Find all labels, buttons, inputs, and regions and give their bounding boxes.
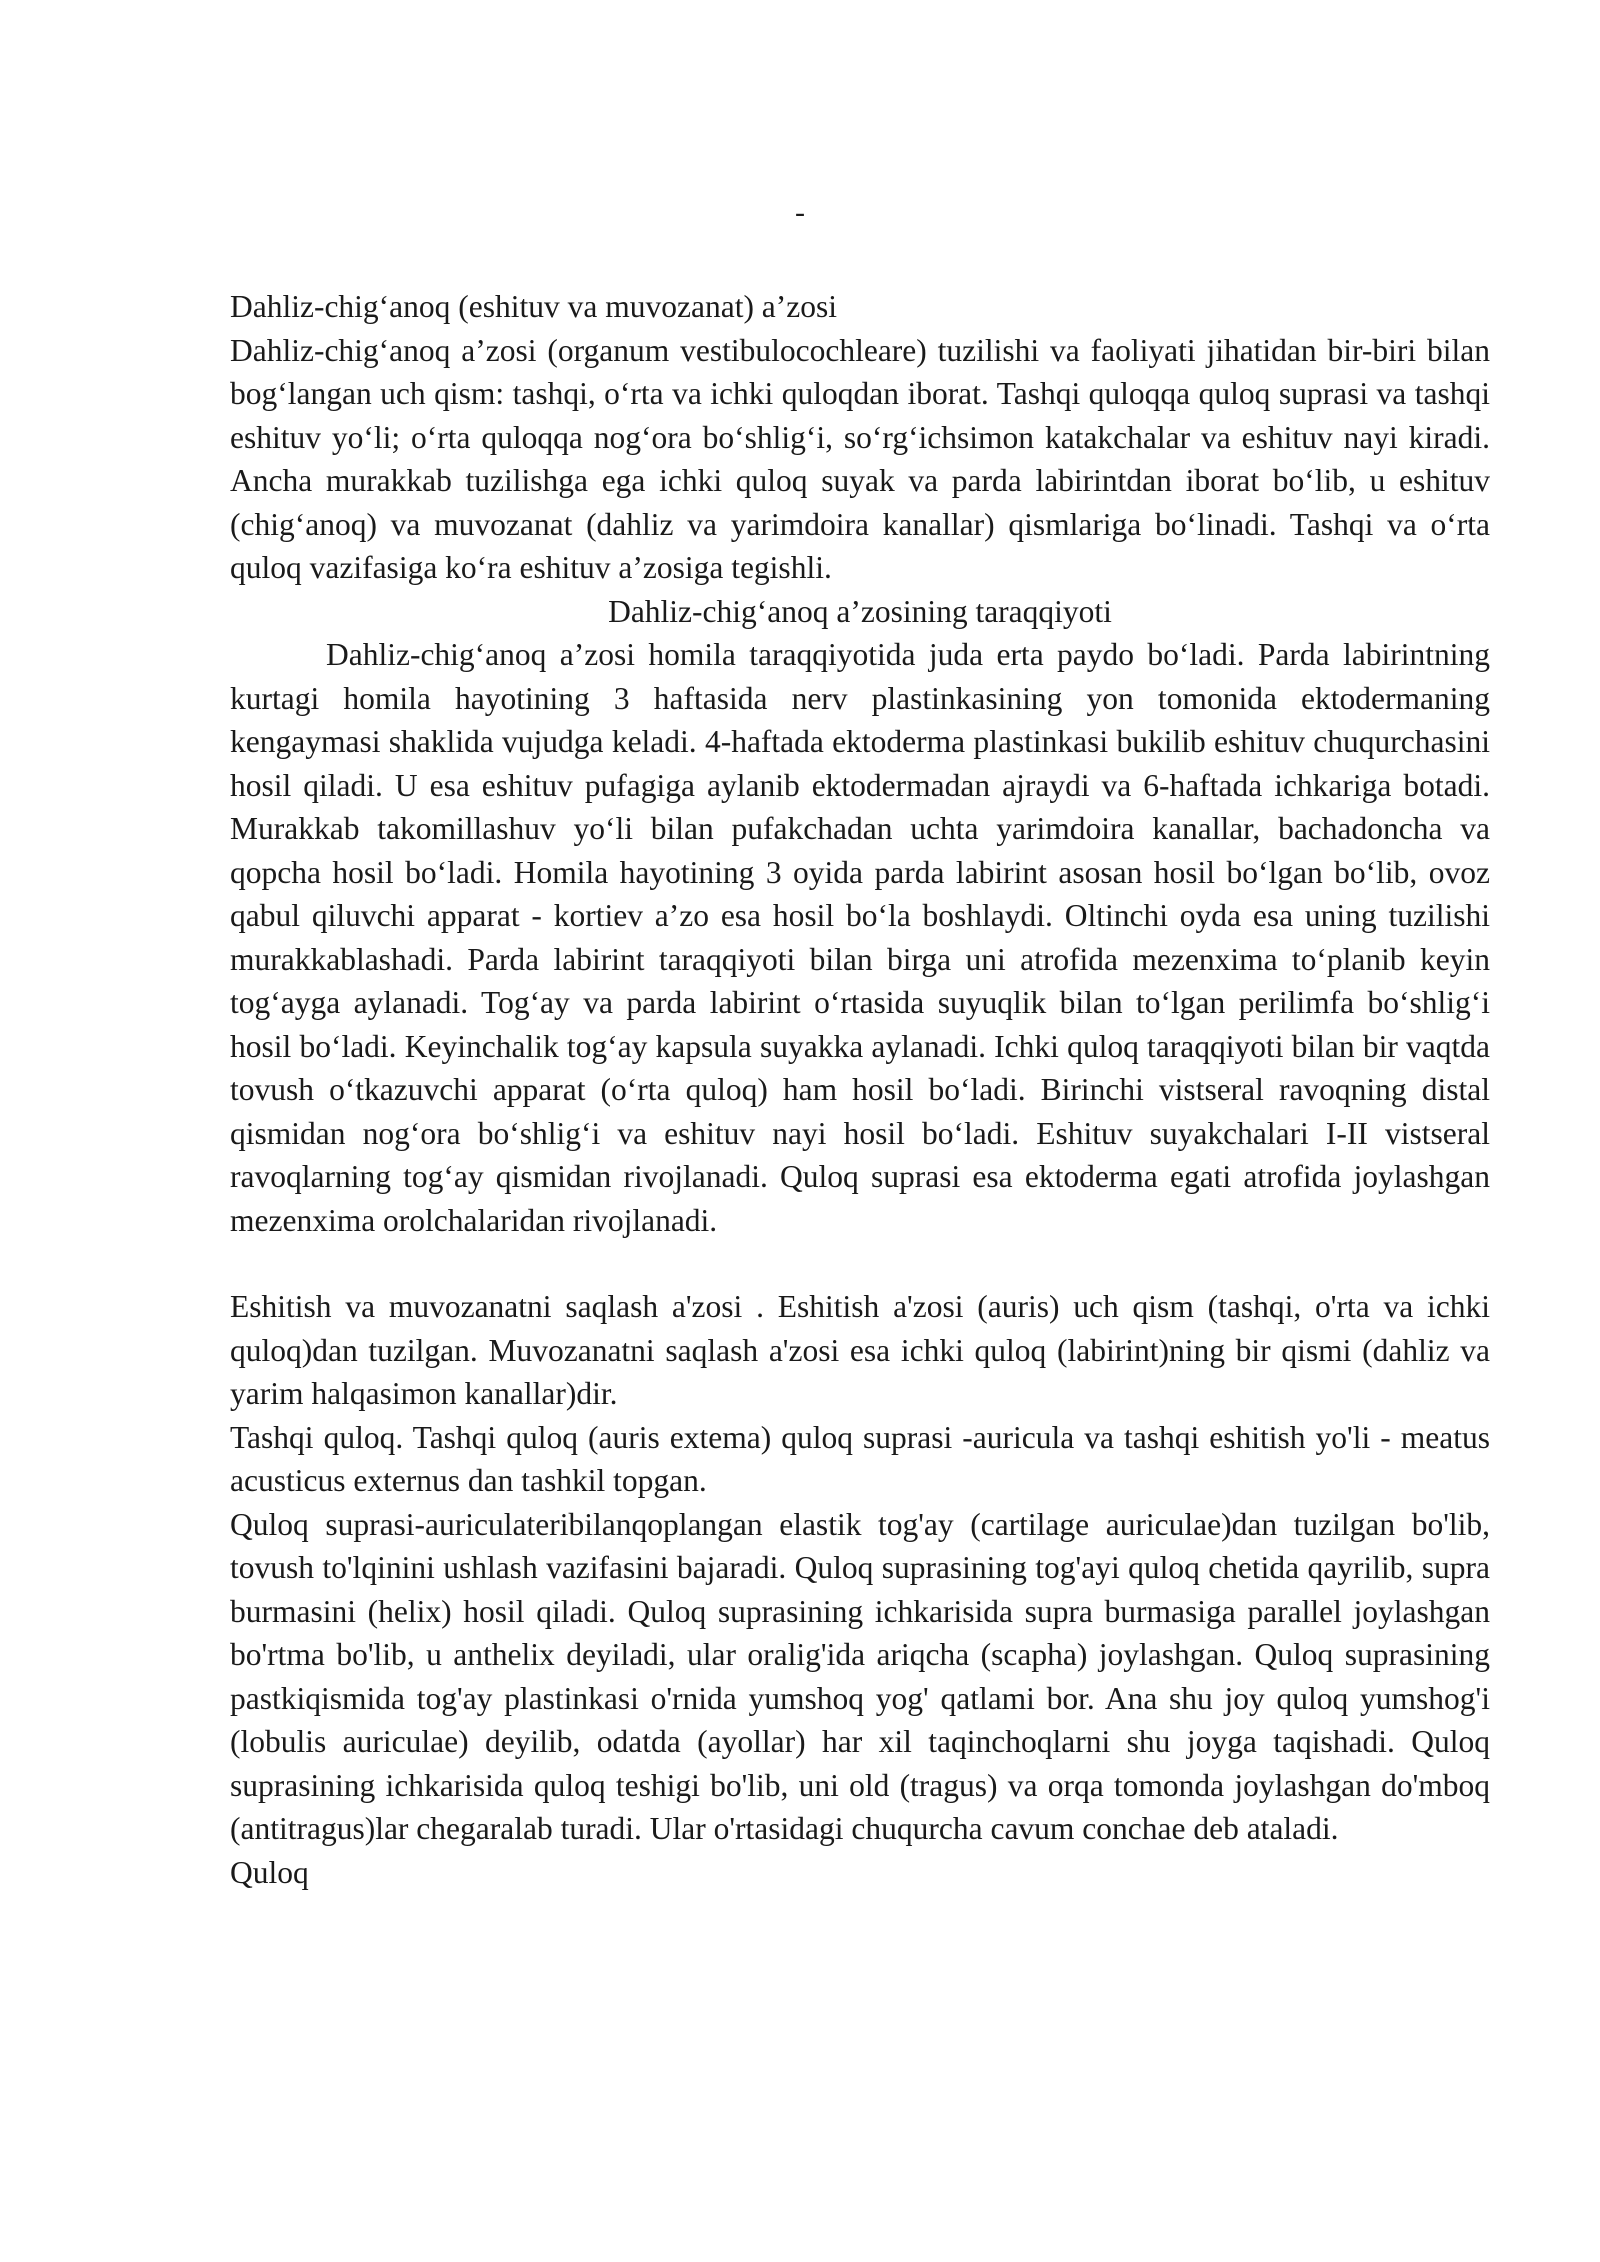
paragraph-organ-overview: Dahliz-chig‘anoq a’zosi (organum vestibulocochleare) tuzilishi va faoliyati jihatidan bir-biri bilan bog‘langan uch qism: tashqi, o‘rta va ichki quloqdan iborat. Tashqi quloqqa quloq suprasi va tashqi eshituv yo‘li; o‘rta quloqqa nog‘ora bo‘shlig‘i, so‘rg‘ichsimon katakchalar va eshituv nayi kiradi. Ancha murakkab tuzilishga ega ichki quloq suyak va parda labirintdan iborat bo‘lib, u eshituv (chig‘anoq) va muvozanat (dahliz va yarimdoira kanallar) qismlariga bo‘linadi. Tashqi va o‘rta quloq vazifasiga ko‘ra eshituv a’zosiga tegishli. [230,332,1490,585]
paragraph-auricle: Quloq suprasi-auriculateribilanqoplangan elastik tog'ay (cartilage auriculae)dan tuzilgan bo'lib, tovush to'lqinini ushlash vazifasini bajaradi. Quloq suprasining tog'ayi quloq chetida qayrilib, supra burmasini (helix) hosil qiladi. Quloq suprasining ichkarisida supra burmasiga parallel joylashgan bo'rtma bo'lib, u anthelix deyiladi, ular oralig'ida ariqcha (scapha) joylashgan. Quloq suprasining pastkiqismida tog'ay plastinkasi o'rnida yumshoq yog' qatlami bor. Ana shu joy quloq yumshog'i (lobulis auriculae) deyilib, odatda (ayollar) har xil taqinchoqlarni shu joyga taqishadi. Quloq suprasining ichkarisida quloq teshigi bo'lib, uni old (tragus) va orqa tomonda joylashgan do'mboq (antitragus)lar chegaralab turadi. Ular o'rtasidagi chuqurcha cavum conchae deb ataladi. [230,1506,1490,1846]
document-body [230,285,1490,1894]
paragraph-outer-ear: Tashqi quloq. Tashqi quloq (auris extema) quloq suprasi -auricula va tashqi eshitish yo'li - meatus acusticus externus dan tashkil topgan. [230,1419,1490,1498]
paragraph-continuation: Quloq [230,1854,309,1890]
section-title-organ-development: Dahliz-chig‘anoq a’zosining taraqqiyoti [608,593,1112,629]
paragraph-hearing-balance-organ: Eshitish va muvozanatni saqlash a'zosi . Eshitish a'zosi (auris) uch qism (tashqi, o'rta va ichki quloq)dan tuzilgan. Muvozanatni saqlash a'zosi esa ichki quloq (labirint)ning bir qismi (dahliz va yarim halqasimon kanallar)dir. [230,1289,1490,1411]
page-number-mark: - [795,196,805,229]
paragraph-organ-development: Dahliz-chig‘anoq a’zosi homila taraqqiyotida juda erta paydo bo‘ladi. Parda labirintning kurtagi homila hayotining 3 haftasida nerv plastinkasining yon tomonida ektodermaning kengaymasi shaklida vujudga keladi. 4-haftada ektoderma plastinkasi bukilib eshituv chuqurchasini hosil qiladi. U esa eshituv pufagiga aylanib ektodermadan ajraydi va 6-haftada ichkariga botadi. Murakkab takomillashuv yo‘li bilan pufakchadan uchta yarimdoira kanallar, bachadoncha va qopcha hosil bo‘ladi. Homila hayotining 3 oyida parda labirint asosan hosil bo‘lgan bo‘lib, ovoz qabul qiluvchi apparat - kortiev a’zo esa hosil bo‘la boshlaydi. Oltinchi oyda esa uning tuzilishi murakkablashadi. Parda labirint taraqqiyoti bilan birga uni atrofida mezenxima to‘planib keyin tog‘ayga aylanadi. Tog‘ay va parda labirint o‘rtasida suyuqlik bilan to‘lgan perilimfa bo‘shlig‘i hosil bo‘ladi. Keyinchalik tog‘ay kapsula suyakka aylanadi. Ichki quloq taraqqiyoti bilan bir vaqtda tovush o‘tkazuvchi apparat (o‘rta quloq) ham hosil bo‘ladi. Birinchi vistseral ravoqning distal qismidan nog‘ora bo‘shlig‘i va eshituv nayi hosil bo‘ladi. Eshituv suyakchalari I-II vistseral ravoqlarning tog‘ay qismidan rivojlanadi. Quloq suprasi esa ektoderma egati atrofida joylashgan mezenxima orolchalaridan rivojlanadi. [230,637,1490,1238]
paragraph-spacer [230,1242,1490,1285]
section-title-vestibulocochlear-organ: Dahliz-chig‘anoq (eshituv va muvozanat) a’zosi [230,289,838,324]
